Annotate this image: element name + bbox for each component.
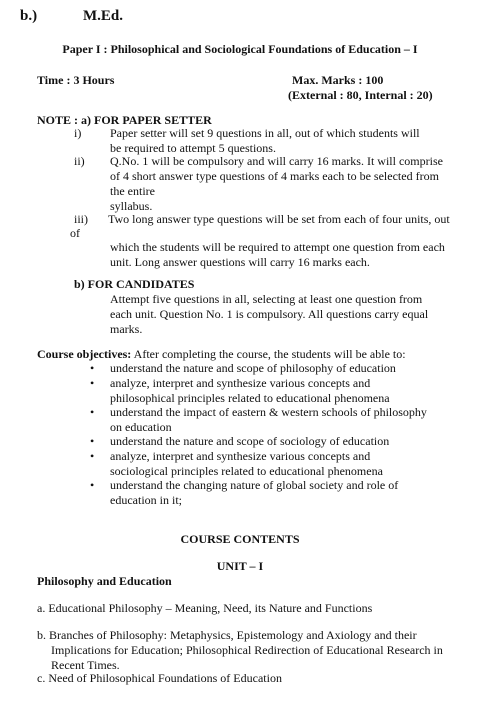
note-item-3-of: of	[70, 226, 80, 240]
bullet-icon: •	[90, 405, 95, 419]
objective-line: on education	[110, 420, 172, 434]
objective-item	[110, 361, 396, 376]
content-item-b-line: Recent Times.	[51, 658, 120, 672]
content-item-b	[37, 628, 443, 673]
objective-line: understand the nature and scope of sociology of education	[110, 434, 390, 448]
objective-item	[110, 405, 427, 435]
note-item-line: unit. Long answer questions will carry 16 marks each.	[110, 255, 370, 269]
objective-item	[110, 449, 383, 479]
bullet-icon: •	[90, 449, 95, 463]
objectives-label: Course objectives:	[37, 347, 132, 361]
note-item-line: be required to attempt 5 questions.	[110, 141, 276, 155]
section-title: Philosophy and Education	[37, 574, 172, 588]
exam-time: Time : 3 Hours	[37, 73, 115, 87]
objective-line: understand the impact of eastern & western schools of philosophy	[110, 405, 427, 419]
bullet-icon: •	[90, 361, 95, 375]
note-item-number: i)	[74, 126, 82, 140]
note-item-number: ii)	[74, 154, 85, 168]
content-item-c: c. Need of Philosophical Foundations of Education	[37, 671, 282, 685]
note-item-1	[110, 126, 420, 156]
paper-title: Paper I : Philosophical and Sociological Foundations of Education – I	[62, 42, 418, 56]
candidates-line: marks.	[110, 322, 143, 336]
note-item-line: of 4 short answer type questions of 4 marks each to be selected from	[110, 169, 439, 183]
note-item-line: Paper setter will set 9 questions in all, out of which students will	[110, 126, 420, 140]
note-item-line: Q.No. 1 will be compulsory and will carry 16 marks. It will comprise	[110, 154, 443, 168]
note-item-3	[110, 240, 445, 270]
content-item-b-line: Implications for Education; Philosophical Redirection of Educational Research in	[51, 643, 443, 657]
unit-heading: UNIT – I	[216, 559, 264, 573]
section-number: b.)	[20, 8, 38, 24]
content-item-a: a. Educational Philosophy – Meaning, Need, its Nature and Functions	[37, 601, 373, 615]
degree-title: M.Ed.	[83, 8, 124, 24]
marks-split: (External : 80, Internal : 20)	[288, 88, 433, 102]
max-marks: Max. Marks : 100	[292, 73, 384, 87]
candidates-text	[110, 292, 428, 337]
content-item-b-line: b. Branches of Philosophy: Metaphysics, Epistemology and Axiology and their	[37, 628, 417, 642]
note-item-3-first-line: Two long answer type questions will be set from each of four units, out	[108, 212, 450, 226]
objective-line: understand the changing nature of global society and role of	[110, 478, 399, 492]
candidates-heading: b) FOR CANDIDATES	[74, 277, 195, 291]
objective-line: understand the nature and scope of philosophy of education	[110, 361, 396, 375]
objective-line: sociological principles related to educational phenomena	[110, 464, 383, 478]
note-item-2	[110, 154, 443, 214]
note-item-line: the entire	[110, 184, 155, 198]
candidates-line: each unit. Question No. 1 is compulsory. All questions carry equal	[110, 307, 429, 321]
objective-line: analyze, interpret and synthesize various concepts and	[110, 376, 371, 390]
course-contents-heading: COURSE CONTENTS	[180, 532, 300, 546]
bullet-icon: •	[90, 478, 95, 492]
note-item-number: iii)	[74, 212, 88, 226]
objective-line: analyze, interpret and synthesize various concepts and	[110, 449, 371, 463]
note-heading: NOTE : a) FOR PAPER SETTER	[37, 113, 212, 127]
candidates-line: Attempt five questions in all, selecting at least one question from	[110, 292, 423, 306]
objective-line: education in it;	[110, 493, 182, 507]
objective-line: philosophical principles related to educational phenomena	[110, 391, 390, 405]
objective-item	[110, 478, 398, 508]
bullet-icon: •	[90, 376, 95, 390]
bullet-icon: •	[90, 434, 95, 448]
objectives-intro	[37, 347, 406, 362]
note-item-line: syllabus.	[110, 199, 153, 213]
objectives-intro-text: After completing the course, the students will be able to:	[131, 347, 406, 361]
note-item-line: which the students will be required to attempt one question from each	[110, 240, 445, 254]
objective-item	[110, 376, 390, 406]
objective-item	[110, 434, 389, 449]
